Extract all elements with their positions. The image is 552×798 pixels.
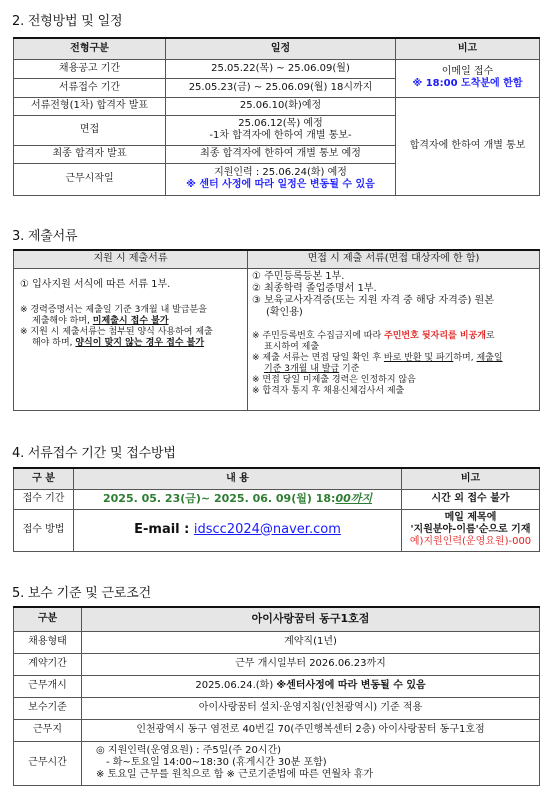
row-value: 근무 개시일부터 2026.06.23까지 bbox=[82, 653, 540, 675]
row-label: 서류접수 기간 bbox=[14, 78, 166, 97]
row-label: 근무지 bbox=[14, 719, 82, 741]
interview-note-2-cont bbox=[252, 364, 535, 375]
apply-doc-item: ① 입사지원 서식에 따른 서류 1부. bbox=[20, 278, 171, 290]
period-note: 시간 외 접수 불가 bbox=[402, 489, 540, 509]
row-label: 최종 합격자 발표 bbox=[14, 145, 166, 163]
note-text: 기준 bbox=[339, 363, 360, 374]
apply-docs-cell bbox=[14, 268, 248, 410]
method-note-3: 예)지원인력(운영요원)-000 bbox=[409, 536, 532, 547]
apply-note-2-emph: 양식이 맞지 않는 경우 접수 불가 bbox=[75, 337, 205, 348]
email-link[interactable]: idscc2024@naver.com bbox=[193, 521, 341, 537]
header-center: 아이사랑꿈터 동구1호점 bbox=[82, 607, 540, 631]
hours-line-2: - 화~토요일 14:00~18:30 (휴게시간 30분 포함) bbox=[106, 757, 327, 768]
row-label: 근무시간 bbox=[14, 741, 82, 785]
method-value bbox=[74, 509, 402, 551]
method-note-2: '지원분야-이름'순으로 기재 bbox=[410, 524, 531, 535]
header-remark: 비고 bbox=[402, 468, 540, 489]
row-schedule: 최종 합격자에 한하여 개별 통보 예정 bbox=[166, 145, 396, 163]
interview-doc-item: ③ 보육교사자격증(또는 지원 자격 중 해당 자격증) 원본 bbox=[252, 294, 494, 306]
apply-note-2-cont bbox=[20, 338, 241, 349]
interview-doc-item: ② 최종학력 졸업증명서 1부. bbox=[252, 282, 377, 294]
interview-note: -1차 합격자에 한하여 개별 통보- bbox=[209, 130, 352, 141]
row-schedule: 25.05.23(금) ~ 25.06.09(월) 18시까지 bbox=[166, 78, 396, 97]
header-note: 비고 bbox=[396, 38, 540, 59]
note-individual: 합격자에 한하여 개별 통보 bbox=[396, 97, 540, 195]
row-label: 채용형태 bbox=[14, 631, 82, 653]
header-stage: 전형구분 bbox=[14, 38, 166, 59]
apply-note-1-text: 제출해야 하며, bbox=[32, 315, 93, 326]
period-italic: 00까지 bbox=[335, 492, 372, 505]
note-text: 로 bbox=[485, 330, 495, 341]
interview-note-4: ※ 합격자 통지 후 채용신체검사서 제출 bbox=[252, 385, 405, 396]
row-schedule: 25.05.22(목) ~ 25.06.09(월) bbox=[166, 59, 396, 78]
section-2-title: 2. 전형방법 및 일정 bbox=[12, 14, 123, 29]
row-label: 보수기준 bbox=[14, 697, 82, 719]
note-email bbox=[396, 59, 540, 97]
row-schedule bbox=[166, 163, 396, 195]
row-value bbox=[82, 675, 540, 697]
period-text: 2025. 05. 23(금)~ 2025. 06. 09(월) 18: bbox=[102, 492, 336, 505]
apply-note-1-emph: 미제출시 접수 불가 bbox=[92, 315, 169, 326]
row-value: 인천광역시 동구 염전로 40번길 70(주민행복센터 2층) 아이사랑꿈터 동구1호점 bbox=[82, 719, 540, 741]
apply-note-1: ※ 경력증명서는 제출일 기준 3개월 내 발급분을 bbox=[20, 304, 207, 315]
apply-note-2-text: 해야 하며, bbox=[32, 337, 76, 348]
interview-date: 25.06.12(목) 예정 bbox=[238, 118, 323, 129]
note-deadline: ※ 18:00 도착분에 한함 bbox=[412, 78, 523, 89]
header-division: 구분 bbox=[14, 607, 82, 631]
note-email-text: 이메일 접수 bbox=[441, 66, 494, 77]
interview-note-2 bbox=[252, 353, 535, 364]
start-date-note: ※ 센터 사정에 따라 일정은 변동될 수 있음 bbox=[186, 179, 375, 190]
header-interview-docs: 면접 시 제출 서류(면접 대상자에 한 함) bbox=[248, 250, 540, 268]
row-schedule bbox=[166, 115, 396, 145]
email-prefix: E-mail : bbox=[134, 521, 194, 537]
note-emph: 제출일 bbox=[476, 352, 503, 363]
conditions-table bbox=[13, 606, 540, 786]
documents-table bbox=[13, 249, 540, 411]
method-note-1: 메일 제목에 bbox=[444, 512, 497, 523]
interview-doc-item: ① 주민등록등본 1부. bbox=[252, 270, 345, 282]
section-5-title: 5. 보수 기준 및 근로조건 bbox=[12, 586, 151, 601]
apply-note-1-cont bbox=[20, 316, 241, 327]
section-4-title: 4. 서류접수 기간 및 접수방법 bbox=[12, 446, 176, 461]
hours-line-3: ※ 토요일 근무를 원칙으로 함 ※ 근로기준법에 따른 연월차 휴가 bbox=[96, 769, 374, 780]
interview-note-1-cont: 표시하여 제출 bbox=[264, 341, 320, 352]
note-text: ※ 주민등록번호 수집금지에 따라 bbox=[252, 330, 385, 341]
start-date: 지원인력 : 25.06.24(화) 예정 bbox=[214, 167, 347, 178]
period-value bbox=[74, 489, 402, 509]
header-schedule: 일정 bbox=[166, 38, 396, 59]
method-label: 접수 방법 bbox=[14, 509, 74, 551]
interview-docs-cell bbox=[248, 268, 540, 410]
row-label: 면접 bbox=[14, 115, 166, 145]
schedule-table bbox=[13, 37, 540, 196]
interview-note-1 bbox=[252, 331, 535, 342]
note-text: ※ 제출 서류는 면접 당일 확인 후 bbox=[252, 352, 384, 363]
period-label: 접수 기간 bbox=[14, 489, 74, 509]
note-emph: 바로 반환 및 파기 bbox=[383, 352, 454, 363]
method-note bbox=[402, 509, 540, 551]
row-label: 채용공고 기간 bbox=[14, 59, 166, 78]
row-label: 계약기간 bbox=[14, 653, 82, 675]
row-label: 근무시작일 bbox=[14, 163, 166, 195]
note-text: 하며, bbox=[453, 352, 477, 363]
hours-line-1: ◎ 지원인력(운영요원) : 주5일(주 20시간) bbox=[96, 745, 282, 756]
start-text: 2025.06.24.(화) bbox=[195, 680, 277, 691]
start-note: ※센터사정에 따라 변동될 수 있음 bbox=[276, 680, 426, 691]
submission-table bbox=[13, 467, 540, 552]
header-category: 구 분 bbox=[14, 468, 74, 489]
interview-doc-item: (확인용) bbox=[266, 306, 303, 318]
apply-note-2: ※ 지원 시 제출서류는 첨부된 양식 사용하여 제출 bbox=[20, 326, 213, 337]
note-emph: 기준 3개월 내 발급 bbox=[264, 363, 340, 374]
section-3-title: 3. 제출서류 bbox=[12, 229, 78, 244]
note-emph: 주민번호 뒷자리를 비공개 bbox=[384, 330, 486, 341]
row-value: 계약직(1년) bbox=[82, 631, 540, 653]
header-apply-docs: 지원 시 제출서류 bbox=[14, 250, 248, 268]
row-schedule: 25.06.10(화)예정 bbox=[166, 97, 396, 115]
interview-note-3: ※ 면접 당일 미제출 경력은 인정하지 않음 bbox=[252, 374, 416, 385]
row-value: 아이사랑꿈터 설치·운영지침(인천광역시) 기준 적용 bbox=[82, 697, 540, 719]
hours-cell bbox=[82, 741, 540, 785]
header-content: 내 용 bbox=[74, 468, 402, 489]
row-label: 근무개시 bbox=[14, 675, 82, 697]
row-label: 서류전형(1차) 합격자 발표 bbox=[14, 97, 166, 115]
